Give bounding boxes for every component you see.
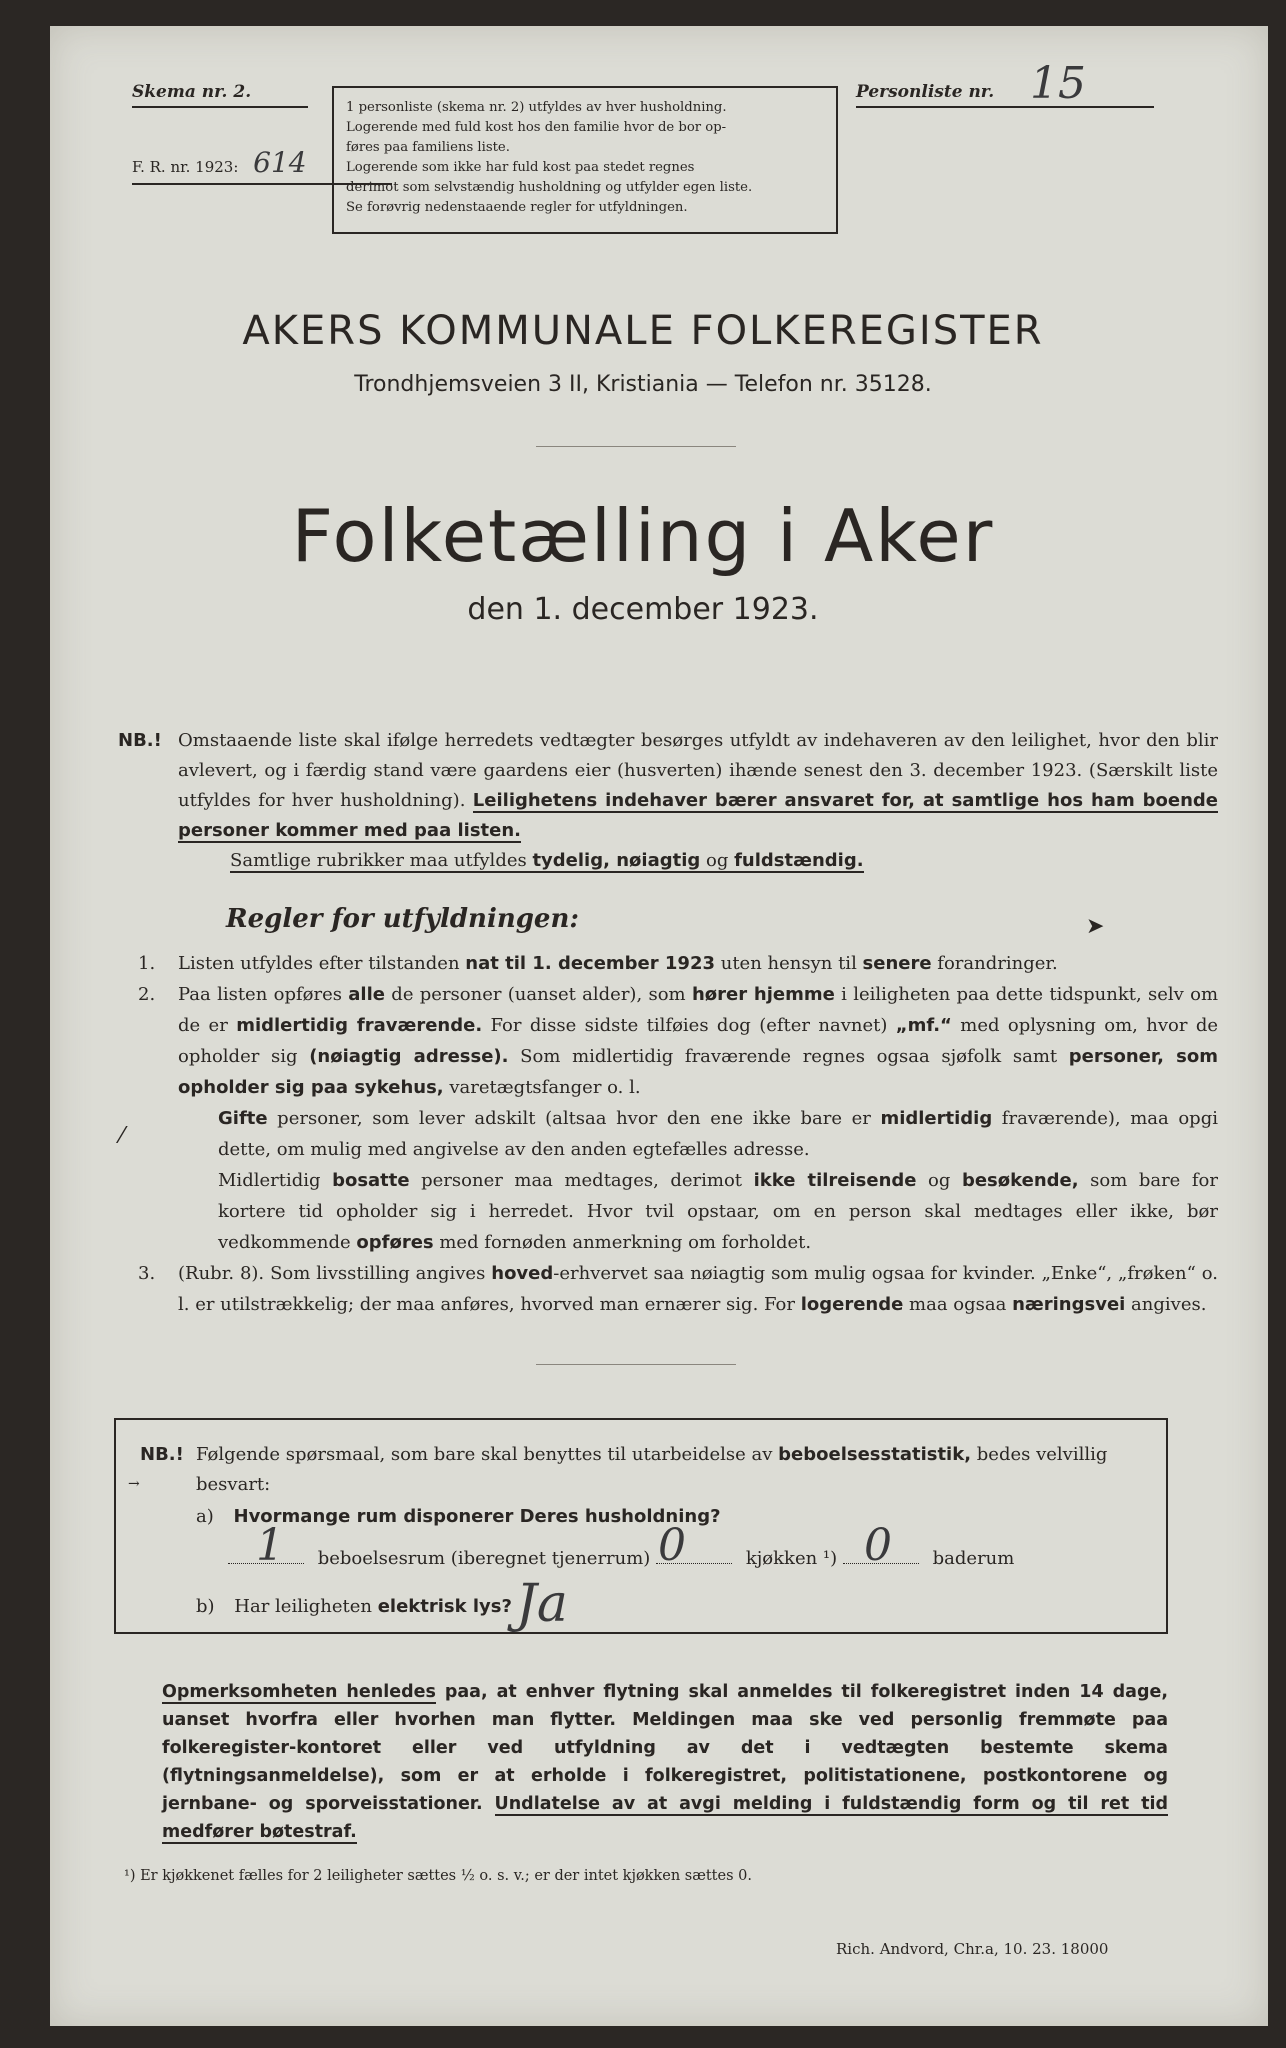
rule-text-bold: bosatte — [332, 1170, 410, 1191]
question-b — [196, 1596, 512, 1617]
rooms-label: beboelsesrum (iberegnet tjenerrum) — [317, 1548, 651, 1569]
rule-text-bold: Gifte — [218, 1108, 268, 1129]
divider — [536, 1364, 736, 1365]
question-a-label: a) — [196, 1506, 214, 1527]
census-form — [50, 26, 1268, 2026]
rule-number: 2. — [138, 984, 156, 1005]
rule-1 — [118, 948, 1218, 979]
rule-text: Midlertidig — [218, 1170, 333, 1191]
rule-text: med oplysning om, hvor de opholder sig — [178, 1015, 1219, 1067]
info-line: føres paa familiens liste. — [346, 140, 510, 155]
form-date: den 1. december 1923. — [467, 592, 819, 627]
pen-mark: ⁄ — [120, 1124, 124, 1149]
pen-mark: ➤ — [1086, 914, 1105, 939]
rule-text: maa ogsaa — [903, 1294, 1013, 1315]
nb2-label-text: NB.! — [140, 1444, 184, 1465]
fr-handwritten: 614 — [253, 146, 307, 179]
nb-text-c: Samtlige rubrikker maa utfyldes — [230, 850, 533, 871]
fr-label: F. R. nr. 1923: — [132, 158, 239, 176]
rule-text: de personer (uanset alder), som — [384, 984, 692, 1005]
rule-2-para-2 — [118, 1103, 1218, 1165]
nb-text-c3: fuldstændig. — [734, 850, 864, 871]
rule-text: (Rubr. 8). Som livsstilling angives — [178, 1263, 492, 1284]
rule-text-bold: midlertidig fraværende. — [236, 1015, 483, 1036]
rule-number: 3. — [138, 1263, 156, 1284]
notice-c: Undlatelse av at avgi melding i fuldstændig form og til ret tid medfører bøtestraf. — [162, 1794, 1168, 1842]
household-info-box — [332, 86, 838, 234]
nb2-intro-c: bedes velvillig — [971, 1444, 1108, 1465]
bath-handwritten: 0 — [864, 1520, 892, 1571]
nb-text-a: Omstaaende liste skal ifølge herredets vedtægter besørges utfyldt av indehaveren av den leilighet, hvor den blir avlevert, og i færdig stand være gaardens eier (husverten) ihænde senest den 3. december 1923. (Særskilt liste utfyldes for hver husholdning). — [178, 730, 1218, 811]
question-b-bold: elektrisk lys? — [377, 1596, 512, 1617]
nb-notice-1 — [118, 726, 1218, 876]
nb2-intro-a: Følgende spørsmaal, som bare skal benyttes til utarbeidelse av — [196, 1444, 779, 1465]
nb-text-c1: tydelig, nøiagtig — [532, 850, 701, 871]
rule-2 — [118, 979, 1218, 1103]
rule-text: med fornøden anmerkning om forholdet. — [433, 1232, 812, 1253]
form-title: Folketælling i Aker — [291, 494, 995, 578]
rule-text: personer, som lever adskilt (altsaa hvor den ene ikke bare er — [267, 1108, 881, 1129]
rule-text: forandringer. — [931, 953, 1058, 974]
nb-text — [178, 726, 1218, 876]
rule-text-bold: „mf.“ — [895, 1015, 952, 1036]
notice-b: paa, at enhver flytning skal anmeldes til folkeregistret inden 14 dage, uanset hvorfra eller hvorhen man flytter. Meldingen maa ske ved personlig fremmøte paa folkeregister-kontoret eller ved utfyldning av det i vedtægten bestemte skema (flytningsanmeldelse), som er at erholde i folkeregistret, politistationene, postkontorene og jernbane- og sporveisstationer. — [162, 1682, 1168, 1814]
nb-text-c2: og — [700, 850, 735, 871]
question-b-text: Har leiligheten — [234, 1596, 378, 1617]
rule-text: Paa listen opføres — [178, 984, 349, 1005]
footnote: ¹) Er kjøkkenet fælles for 2 leiligheter sættes ½ o. s. v.; er der intet kjøkken sættes 0. — [124, 1868, 752, 1884]
rules-heading: Regler for utfyldningen: — [226, 904, 579, 934]
divider — [536, 446, 736, 447]
rules-list — [118, 948, 1218, 1320]
rule-2-para-3 — [118, 1165, 1218, 1258]
personliste-label: Personliste nr. — [856, 82, 995, 102]
rule-text-bold: hoved — [491, 1263, 554, 1284]
rule-text: fraværende), maa opgi dette, om mulig med angivelse av den anden egtefælles adresse. — [218, 1108, 1218, 1160]
info-line: Se forøvrig nedenstaaende regler for utfyldningen. — [346, 200, 688, 215]
rule-text: i leiligheten paa dette tidspunkt, selv om de er — [178, 984, 1219, 1036]
rule-text-bold: senere — [862, 953, 932, 974]
rule-text-bold: personer, som opholder sig paa sykehus, — [178, 1046, 1218, 1098]
info-line: Logerende som ikke har fuld kost paa stedet regnes — [346, 160, 695, 175]
rule-text: personer maa medtages, derimot — [409, 1170, 754, 1191]
rule-text-bold: alle — [348, 984, 385, 1005]
pen-mark: → — [128, 1476, 140, 1492]
rule-text-bold: logerende — [800, 1294, 904, 1315]
skema-number: Skema nr. 2. — [132, 82, 308, 108]
organization-name: AKERS KOMMUNALE FOLKEREGISTER — [242, 308, 1044, 354]
nb-label: NB.! — [118, 730, 162, 751]
rule-text-bold: (nøiagtig adresse). — [309, 1046, 509, 1067]
nb2-intro — [196, 1444, 1146, 1465]
rule-text: uten hensyn til — [715, 953, 863, 974]
info-line: derimot som selvstændig husholdning og utfylder egen liste. — [346, 180, 753, 195]
rule-text: angives. — [1125, 1294, 1207, 1315]
rule-text: -erhvervet saa nøiagtig som mulig ogsaa for kvinder. „Enke“, „frøken“ o. l. er utilstrækkelig; der maa anføres, hvorved man ernærer sig. For — [178, 1263, 1218, 1315]
kitchen-handwritten: 0 — [658, 1520, 686, 1571]
rule-text-bold: næringsvei — [1012, 1294, 1126, 1315]
housing-statistics-box — [114, 1418, 1168, 1634]
rule-text-bold: opføres — [356, 1232, 434, 1253]
rule-text-bold: midlertidig — [880, 1108, 993, 1129]
rule-3 — [118, 1258, 1218, 1320]
rooms-handwritten: 1 — [256, 1520, 284, 1571]
organization-address: Trondhjemsveien 3 II, Kristiania — Telefon nr. 35128. — [354, 372, 932, 397]
rule-text: varetægtsfanger o. l. — [443, 1077, 641, 1098]
rule-text: og — [916, 1170, 962, 1191]
personliste-field — [856, 58, 1154, 109]
nb-text-b: Leilighetens indehaver bærer ansvaret for, at samtlige hos ham boende personer kommer med paa listen. — [178, 790, 1218, 841]
rule-text: Som midlertidig fraværende regnes ogsaa sjøfolk samt — [508, 1046, 1069, 1067]
rule-text: For disse sidste tilføies dog (efter navnet) — [482, 1015, 896, 1036]
nb2-intro-d: besvart: — [196, 1474, 271, 1495]
rooms-field[interactable] — [228, 1548, 1014, 1569]
electric-light-handwritten[interactable]: Ja — [516, 1574, 568, 1634]
rule-number: 1. — [138, 953, 156, 974]
rule-text-bold: besøkende, — [961, 1170, 1079, 1191]
personliste-handwritten: 15 — [1030, 58, 1086, 109]
info-line: 1 personliste (skema nr. 2) utfyldes av hver husholdning. — [346, 100, 727, 115]
question-a-text: Hvormange rum disponerer Deres husholdning? — [233, 1506, 721, 1527]
notice-a: Opmerksomheten henledes — [162, 1682, 436, 1702]
rule-text-bold: ikke tilreisende — [753, 1170, 917, 1191]
info-line: Logerende med fuld kost hos den familie hvor de bor op- — [346, 120, 727, 135]
nb2-intro-b: beboelsesstatistik, — [778, 1444, 972, 1465]
moving-notice — [162, 1678, 1168, 1846]
question-b-label: b) — [196, 1596, 215, 1617]
kitchen-label: kjøkken ¹) — [745, 1548, 838, 1569]
nb-text-c-line — [230, 846, 1218, 876]
rule-text: Listen utfyldes efter tilstanden — [178, 953, 466, 974]
rule-text: som bare for kortere tid opholder sig i herredet. Hvor tvil opstaar, om en person skal medtages eller ikke, bør vedkommende — [218, 1170, 1218, 1253]
rule-text-bold: nat til 1. december 1923 — [465, 953, 715, 974]
nb2-label — [140, 1444, 184, 1465]
bath-label: baderum — [932, 1548, 1015, 1569]
rule-text-bold: hører hjemme — [691, 984, 835, 1005]
printer-imprint: Rich. Andvord, Chr.a, 10. 23. 18000 — [836, 1940, 1109, 1958]
